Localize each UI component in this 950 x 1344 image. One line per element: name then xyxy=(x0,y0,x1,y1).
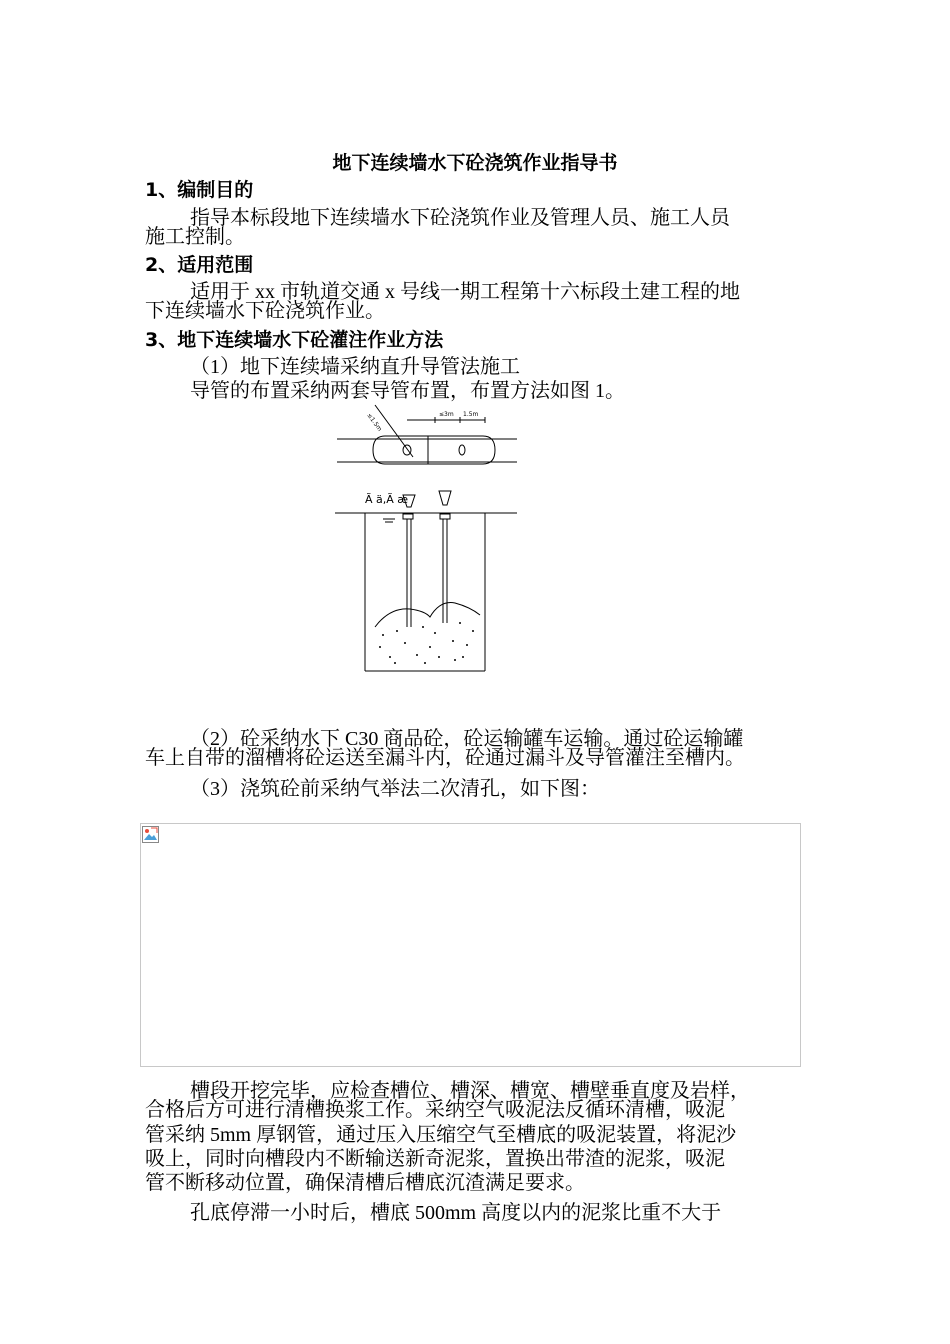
broken-image-icon xyxy=(142,826,159,843)
concrete-dots xyxy=(379,622,474,664)
garbled-figure-label: Ã ä,Ã æ xyxy=(365,493,409,506)
section-3-item-2-line-1: （2）砼采纳水下 C30 商品砼，砼运输罐车运输。通过砼运输罐 xyxy=(190,728,744,750)
section-1-heading: 1、编制目的 xyxy=(145,179,254,201)
section-2-text-line-1: 适用于 xx 市轨道交通 x 号线一期工程第十六标段土建工程的地 xyxy=(190,281,740,303)
broken-image-placeholder xyxy=(140,823,801,1067)
figure-1-diagram xyxy=(335,395,520,675)
section-3-item-1: （1）地下连续墙采纳直升导管法施工 xyxy=(190,356,520,378)
diag-dimension-label: ≤1.5m xyxy=(365,412,384,433)
section-2-heading: 2、适用范围 xyxy=(145,254,254,276)
section-1-text-line-2: 施工控制。 xyxy=(145,226,245,248)
paragraph-1-line-3: 管采纳 5mm 厚钢管，通过压入压缩空气至槽底的吸泥装置，将泥沙 xyxy=(145,1124,737,1146)
section-2-text-line-2: 下连续墙水下砼浇筑作业。 xyxy=(145,300,385,322)
plan-view xyxy=(337,405,517,464)
document-title: 地下连续墙水下砼浇筑作业指导书 xyxy=(332,152,618,174)
section-3-item-1-text: 导管的布置采纳两套导管布置，布置方法如图 1。 xyxy=(190,380,625,402)
paragraph-1-line-4: 吸上，同时向槽段内不断输送新奇泥浆，置换出带渣的泥浆，吸泥 xyxy=(145,1148,725,1170)
paragraph-1-line-2: 合格后方可进行清槽换浆工作。采纳空气吸泥法反循环清槽，吸泥 xyxy=(145,1099,725,1121)
dimension-label-2: 1.5m xyxy=(463,411,479,418)
paragraph-2-line-1: 孔底停滞一小时后，槽底 500mm 高度以内的泥浆比重不大于 xyxy=(190,1202,722,1224)
dimension-label-1: ≤3m xyxy=(439,411,454,418)
paragraph-1-line-1: 槽段开挖完毕，应检查槽位、槽深、槽宽、槽壁垂直度及岩样， xyxy=(190,1080,750,1102)
section-3-item-3: （3）浇筑砼前采纳气举法二次清孔，如下图： xyxy=(190,778,600,800)
section-3-item-2-line-2: 车上自带的溜槽将砼运送至漏斗内，砼通过漏斗及导管灌注至槽内。 xyxy=(145,747,745,769)
section-3-heading: 3、地下连续墙水下砼灌注作业方法 xyxy=(145,329,444,351)
section-1-text-line-1: 指导本标段地下连续墙水下砼浇筑作业及管理人员、施工人员 xyxy=(190,207,730,229)
section-view xyxy=(335,491,517,671)
paragraph-1-line-5: 管不断移动位置，确保清槽后槽底沉渣满足要求。 xyxy=(145,1172,585,1194)
